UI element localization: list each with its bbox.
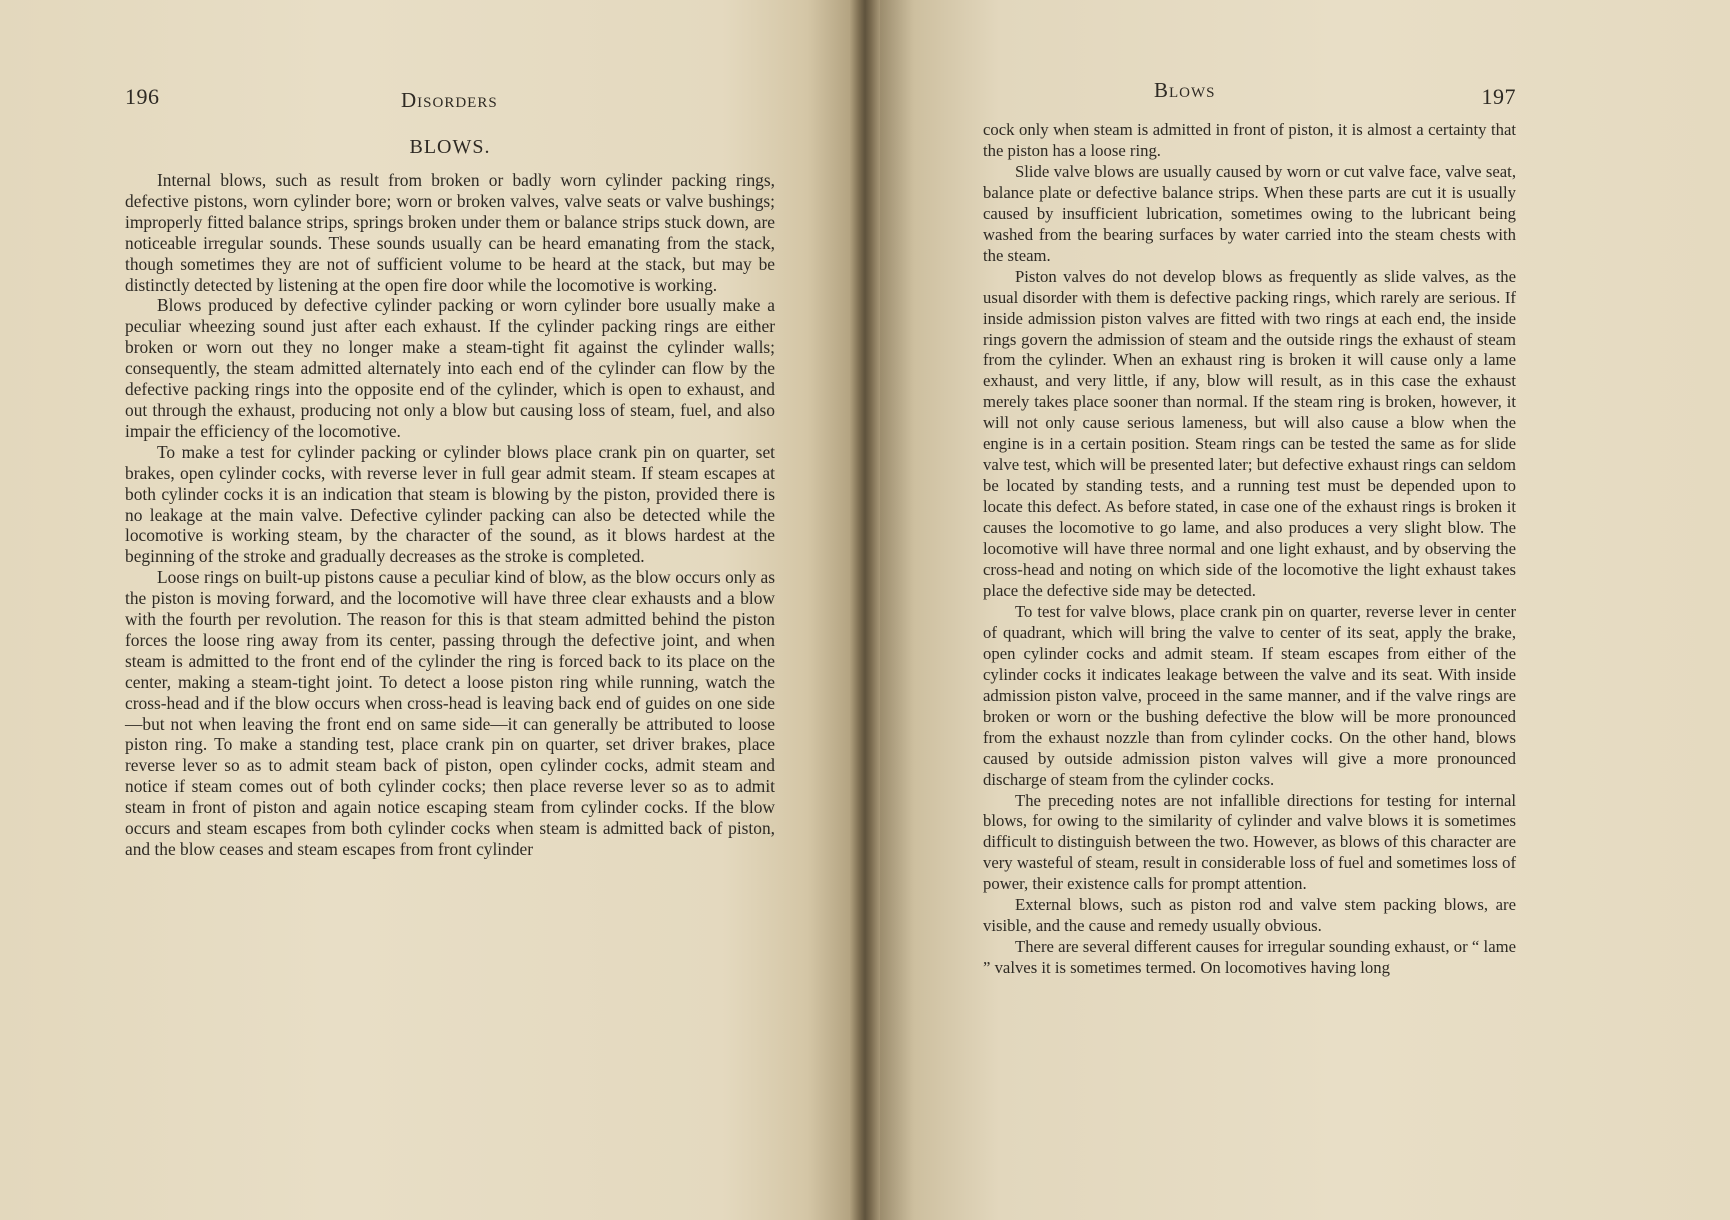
right-page (880, 0, 1730, 1220)
right-paragraph-1: Slide valve blows are usually caused by worn or cut valve face, valve seat, balance plate or defective balance strips. When these parts are cut it is usually caused by insufficient lubrication, sometimes owing to the lubricant being washed from the bearing surfaces by water carried into the steam chests with the steam. (983, 161, 1516, 265)
left-running-head (125, 84, 775, 110)
right-paragraph-5: External blows, such as piston rod and valve stem packing blows, are visible, and the cause and remedy usually obvious. (983, 895, 1516, 936)
right-body-text (983, 120, 1516, 979)
right-paragraph-3: To test for valve blows, place crank pin on quarter, reverse lever in center of quadrant, which will bring the valve to center of its seat, apply the brake, open cylinder cocks and admit steam. If steam escapes from either of the cylinder cocks it indicates leakage between the valve and its seat. With inside admission piston valve, proceed in the same manner, and if the valve rings are broken or worn or the bushing defective the blow will be more pronounced from the exhaust nozzle than from cylinder cocks. On the other hand, blows caused by outside admission piston valves will give a more pronounced discharge of steam from the cylinder cocks. (983, 601, 1516, 789)
left-paragraph-4: Loose rings on built-up pistons cause a peculiar kind of blow, as the blow occurs only as the piston is moving forward, and the locomotive will have three clear exhausts and a blow with the fourth per revolution. The reason for this is that steam admitted behind the piston forces the loose ring away from its center, passing through the defective joint, and when steam is admitted to the front end of the cylinder the ring is forced back to its place on the center, making a steam-tight joint. To detect a loose piston ring while running, watch the cross-head and if the blow occurs when cross-head is leaving back end of guides on one side—but not when leaving the front end on same side—it can generally be attributed to loose piston ring. To make a standing test, place crank pin on quarter, set driver brakes, place reverse lever so as to admit steam back of piston, open cylinder cocks, admit steam and notice if steam comes out of both cylinder cocks; then place reverse lever so as to admit steam in front of piston and again notice escaping steam from cylinder cocks. If the blow occurs and steam escapes from both cylinder cocks when steam is admitted back of piston, and the blow ceases and steam escapes from front cylinder (125, 567, 775, 859)
right-running-head (988, 78, 1516, 110)
book-gutter (850, 0, 880, 1220)
left-paragraph-2: Blows produced by defective cylinder packing or worn cylinder bore usually make a peculiar wheezing sound just after each exhaust. If the cylinder packing rings are either broken or worn out they no longer make a steam-tight fit against the cylinder walls; consequently, the steam admitted alternately into each end of the cylinder can flow by the defective packing rings into the opposite end of the cylinder, which is open to exhaust, and out through the exhaust, producing not only a blow but causing loss of steam, fuel, and also impair the efficiency of the locomotive. (125, 295, 775, 441)
right-continuation-text: cock only when steam is admitted in front of piston, it is almost a certainty that the piston has a loose ring. (983, 120, 1516, 160)
left-page-number: 196 (125, 84, 160, 109)
left-running-head-title: Disorders (401, 88, 498, 112)
section-title: BLOWS. (409, 136, 491, 158)
left-page (0, 0, 850, 1220)
right-running-head-title: Blows (1154, 78, 1216, 102)
left-paragraph-3: To make a test for cylinder packing or cylinder blows place crank pin on quarter, set brakes, open cylinder cocks, with reverse lever in full gear admit steam. If steam escapes at both cylinder cocks it is an indication that steam is blowing by the piston, provided there is no leakage at the main valve. Defective cylinder packing can also be detected while the locomotive is working steam, by the character of the sound, as it blows hardest at the beginning of the stroke and gradually decreases as the stroke is completed. (125, 441, 775, 567)
left-body-text (125, 170, 775, 860)
right-paragraph-4: The preceding notes are not infallible directions for testing for internal blows, for owing to the similarity of cylinder and valve blows it is sometimes difficult to distinguish between the two. However, as blows of this character are very wasteful of steam, result in considerable loss of fuel and sometimes loss of power, their existence calls for prompt attention. (983, 790, 1516, 894)
left-paragraph-1: Internal blows, such as result from broken or badly worn cylinder packing rings, defective pistons, worn cylinder bore; worn or broken valves, valve seats or valve bushings; improperly fitted balance strips, springs broken under them or balance strips stuck down, are noticeable irregular sounds. These sounds usually can be heard emanating from the stack, though sometimes they are not of sufficient volume to be heard at the stack, but may be distinctly detected by listening at the open fire door while the locomotive is working. (125, 170, 775, 295)
right-paragraph-2: Piston valves do not develop blows as frequently as slide valves, as the usual disorder with them is defective packing rings, which rarely are serious. If inside admission piston valves are fitted with two rings at each end, the inside rings govern the admission of steam and the outside rings the exhaust of steam from the cylinder. When an exhaust ring is broken it will cause only a lame exhaust, and very little, if any, blow will result, as in this case the exhaust merely takes place sooner than normal. If the steam ring is broken, however, it will not only cause serious lameness, but will also cause a blow when the engine is in a certain position. Steam rings can be tested the same as for slide valve test, which will be presented later; but defective exhaust rings can seldom be located by standing tests, and a running test must be depended upon to locate this defect. As before stated, in case one of the exhaust rings is broken it causes the locomotive to go lame, and also produces a very slight blow. The locomotive will have three normal and one light exhaust, and by observing the cross-head and noting on which side of the locomotive the light exhaust takes place the defective side may be detected. (983, 266, 1516, 600)
right-paragraph-6: There are several different causes for irregular sounding exhaust, or “ lame ” valves it is sometimes termed. On locomotives having long (983, 937, 1516, 978)
right-page-number: 197 (1481, 84, 1516, 109)
